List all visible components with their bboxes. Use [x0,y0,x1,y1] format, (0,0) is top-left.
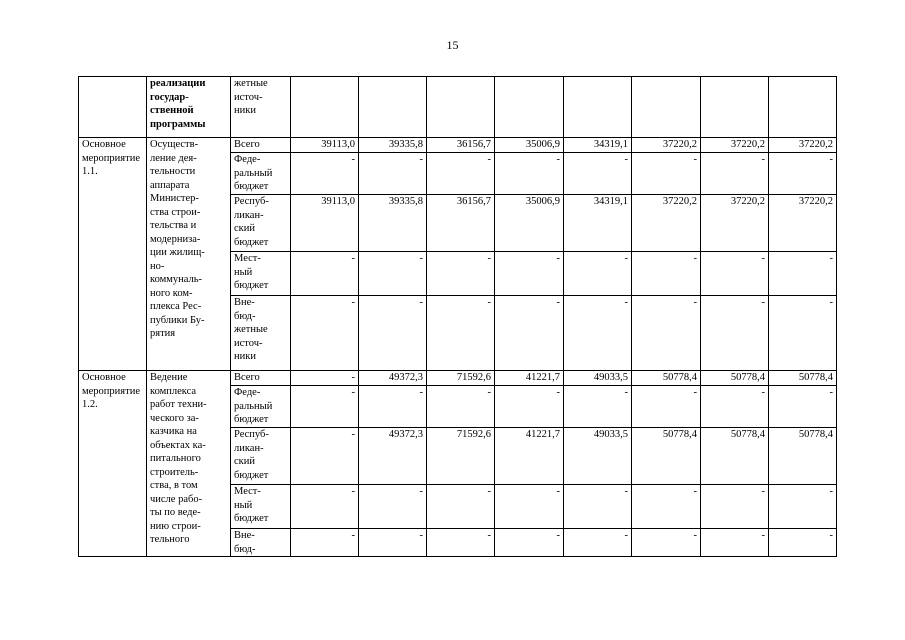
value-cell: - [359,485,427,529]
value-cell: 37220,2 [632,138,701,153]
value-cell: 71592,6 [427,371,495,386]
table-row [79,138,837,153]
source-cell: жетные источ- ники [231,77,291,138]
funding-source-cell: Респуб- ликан- ский бюджет [231,428,291,485]
value-cell: - [632,386,701,428]
value-cell: 50778,4 [632,371,701,386]
value-cell: - [427,296,495,371]
value-cell: 71592,6 [427,428,495,485]
value-cell: - [427,252,495,296]
value-cell: 39113,0 [291,138,359,153]
value-cell: - [701,485,769,529]
value-cell: 49372,3 [359,428,427,485]
value-cell: 49033,5 [564,371,632,386]
value-cell: - [632,252,701,296]
value-cell: - [291,529,359,557]
value-cell: - [291,428,359,485]
program-name-cell: реализации государ- ственной программы [147,77,231,138]
value-cell: - [359,296,427,371]
value-cell: - [291,296,359,371]
value-cell: 36156,7 [427,138,495,153]
value-cell: - [564,485,632,529]
value-cell: 39335,8 [359,195,427,252]
value-cell: 36156,7 [427,195,495,252]
value-cell: - [427,485,495,529]
blank-cell [495,77,564,138]
value-cell: - [359,252,427,296]
blank-cell [769,77,837,138]
value-cell: - [564,296,632,371]
value-cell: 37220,2 [701,138,769,153]
blank-cell [359,77,427,138]
funding-source-cell: Феде- ральный бюджет [231,386,291,428]
value-cell: 35006,9 [495,195,564,252]
value-cell: 37220,2 [769,195,837,252]
value-cell: 39335,8 [359,138,427,153]
value-cell: 49033,5 [564,428,632,485]
value-cell: 49372,3 [359,371,427,386]
value-cell: 35006,9 [495,138,564,153]
value-cell: 37220,2 [769,138,837,153]
value-cell: - [495,153,564,195]
blank-cell [701,77,769,138]
budget-table [78,76,837,557]
value-cell: - [564,153,632,195]
page-number: 15 [446,38,459,52]
funding-source-cell: Мест- ный бюджет [231,252,291,296]
value-cell: - [701,386,769,428]
value-cell: 41221,7 [495,428,564,485]
funding-source-cell: Феде- ральный бюджет [231,153,291,195]
table-body [79,77,837,557]
value-cell: - [769,386,837,428]
event-name-cell: Осуществ- ление дея- тельности аппарата Министер- ства строи- тельства и модерниза- ции жилищ- но- коммуналь- ного ком- плекса Рес- публики Бу- рятия [147,138,231,371]
value-cell: - [427,529,495,557]
value-cell: - [359,153,427,195]
value-cell: 50778,4 [632,428,701,485]
value-cell: - [632,153,701,195]
funding-source-cell: Респуб- ликан- ский бюджет [231,195,291,252]
value-cell: - [701,252,769,296]
value-cell: - [564,386,632,428]
value-cell: - [564,252,632,296]
value-cell: 41221,7 [495,371,564,386]
value-cell: 50778,4 [701,428,769,485]
value-cell: - [291,485,359,529]
value-cell: 50778,4 [769,371,837,386]
value-cell: 50778,4 [769,428,837,485]
funding-source-cell: Вне- бюд- [231,529,291,557]
blank-cell [79,77,147,138]
value-cell: - [632,485,701,529]
event-name-cell: Ведение комплекса работ техни- ческого за- казчика на объектах ка- питального строитель- ства, в том числе рабо- ты по веде- нию строи- тельного [147,371,231,557]
event-label-cell: Основное мероприятие 1.1. [79,138,147,371]
value-cell: - [769,485,837,529]
event-label-cell: Основное мероприятие 1.2. [79,371,147,557]
blank-cell [291,77,359,138]
value-cell: - [564,529,632,557]
value-cell: 39113,0 [291,195,359,252]
value-cell: - [769,296,837,371]
blank-cell [427,77,495,138]
value-cell: - [769,252,837,296]
value-cell: - [359,529,427,557]
value-cell: 50778,4 [701,371,769,386]
header-continuation-row [79,77,837,138]
value-cell: - [769,529,837,557]
value-cell: - [495,252,564,296]
value-cell: - [701,153,769,195]
value-cell: - [495,296,564,371]
value-cell: - [291,386,359,428]
funding-source-cell: Мест- ный бюджет [231,485,291,529]
blank-cell [564,77,632,138]
table-row [79,371,837,386]
value-cell: - [427,153,495,195]
value-cell: - [359,386,427,428]
value-cell: 37220,2 [632,195,701,252]
value-cell: - [701,296,769,371]
value-cell: - [495,485,564,529]
value-cell: 34319,1 [564,138,632,153]
value-cell: - [632,529,701,557]
funding-source-cell: Вне- бюд- жетные источ- ники [231,296,291,371]
value-cell: - [291,252,359,296]
value-cell: - [291,153,359,195]
value-cell: - [769,153,837,195]
value-cell: - [495,386,564,428]
value-cell: - [495,529,564,557]
value-cell: - [701,529,769,557]
funding-source-cell: Всего [231,371,291,386]
value-cell: - [632,296,701,371]
value-cell: - [291,371,359,386]
value-cell: - [427,386,495,428]
funding-source-cell: Всего [231,138,291,153]
value-cell: 37220,2 [701,195,769,252]
blank-cell [632,77,701,138]
value-cell: 34319,1 [564,195,632,252]
